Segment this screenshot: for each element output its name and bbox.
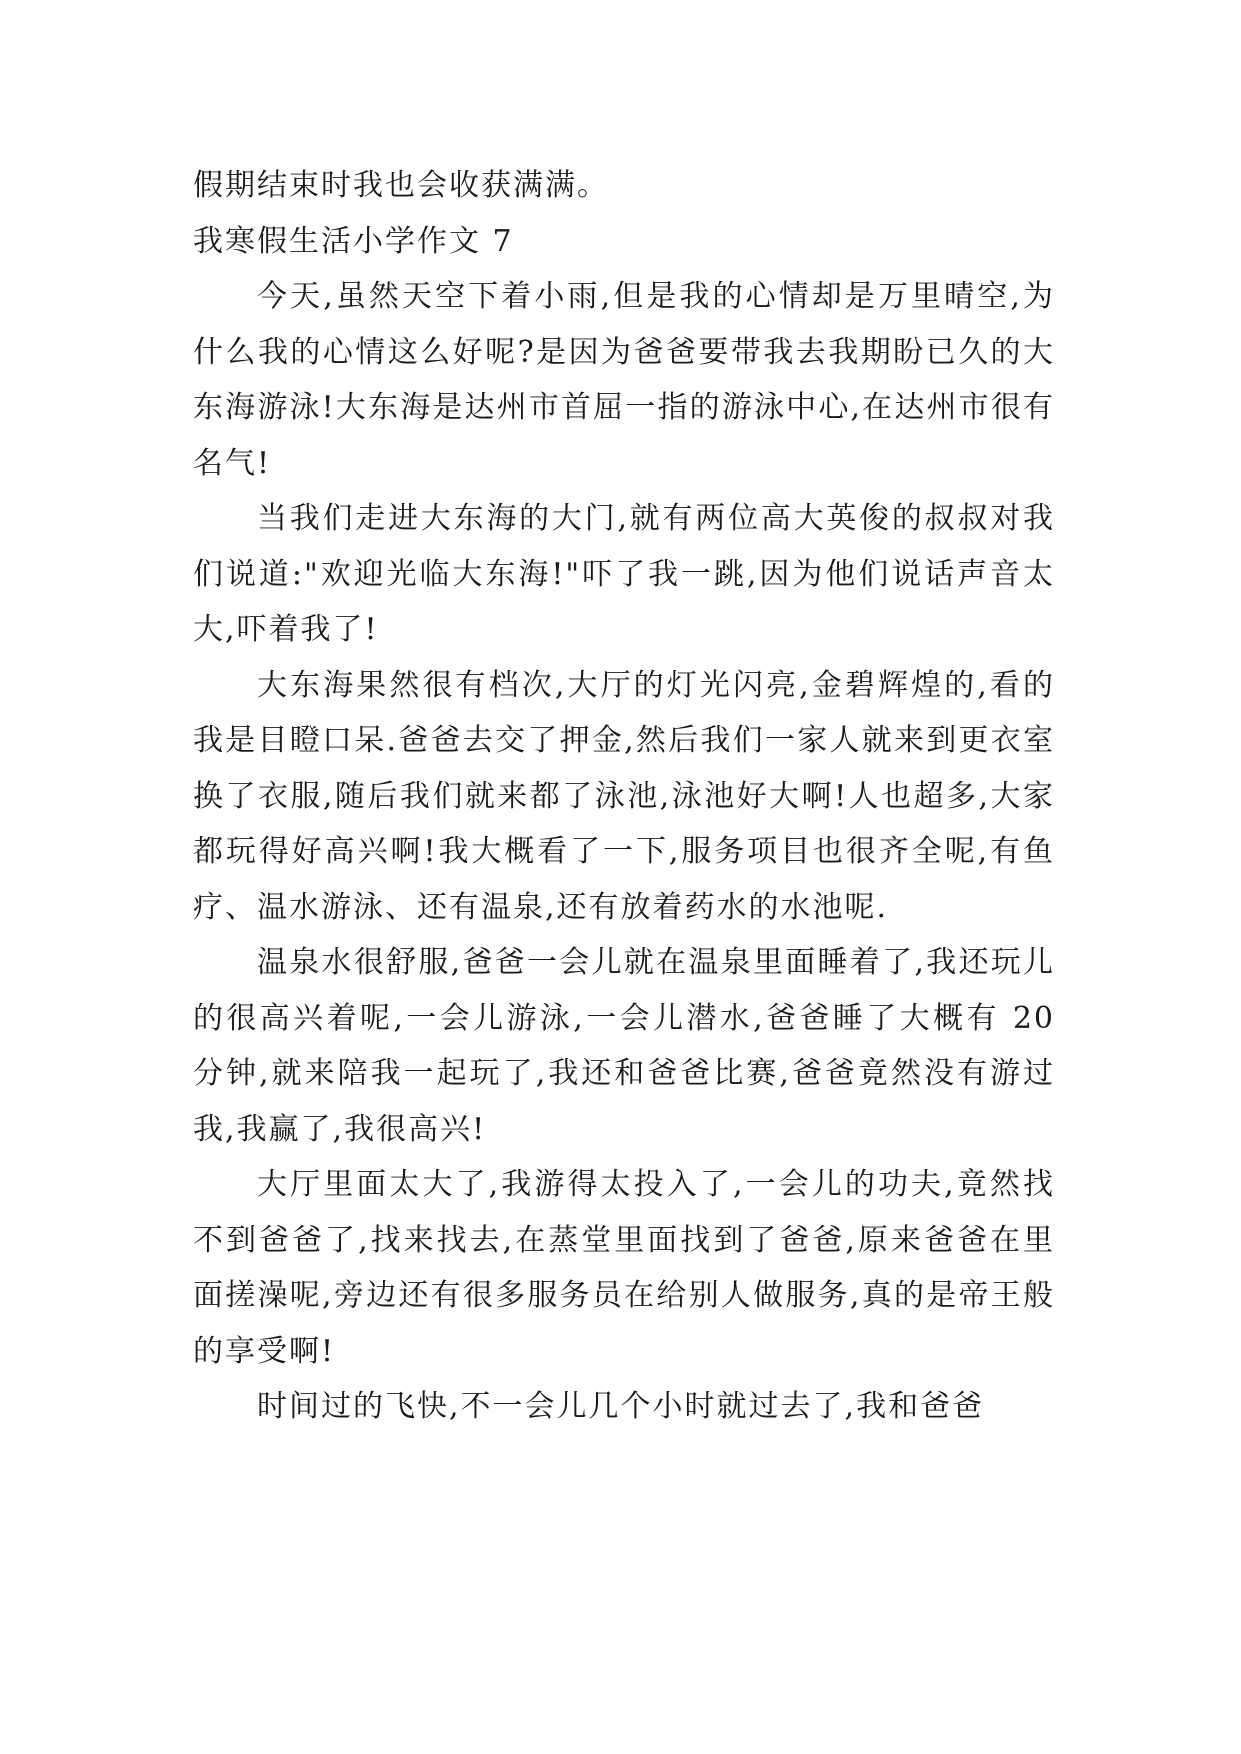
paragraph-2: 当我们走进大东海的大门,就有两位高大英俊的叔叔对我们说道:"欢迎光临大东海!"吓了我一跳,因为他们说话声音太大,吓着我了! (193, 501, 1055, 647)
paragraph-6: 时间过的飞快,不一会儿几个小时就过去了,我和爸爸 (257, 1389, 985, 1424)
continuation-text: 假期结束时我也会收获满满。 (193, 168, 609, 203)
paragraph-3: 大东海果然很有档次,大厅的灯光闪亮,金碧辉煌的,看的我是目瞪口呆.爸爸去交了押金,然后我们一家人就来到更衣室换了衣服,随后我们就来都了泳池,泳池好大啊!人也超多,大家都玩得好高兴啊!我大概看了一下,服务项目也很齐全呢,有鱼疗、温水游泳、还有温泉,还有放着药水的水池呢. (193, 667, 1055, 925)
document-body (193, 158, 1055, 1435)
paragraph-1: 今天,虽然天空下着小雨,但是我的心情却是万里晴空,为什么我的心情这么好呢?是因为爸爸要带我去我期盼已久的大东海游泳!大东海是达州市首屈一指的游泳中心,在达州市很有名气! (193, 279, 1055, 481)
essay-title: 我寒假生活小学作文 7 (193, 223, 514, 259)
paragraph-4: 温泉水很舒服,爸爸一会儿就在温泉里面睡着了,我还玩儿的很高兴着呢,一会儿游泳,一会儿潜水,爸爸睡了大概有 20 分钟,就来陪我一起玩了,我还和爸爸比赛,爸爸竟然没有游过我,我赢了,我很高兴! (193, 945, 1055, 1147)
paragraph-5: 大厅里面太大了,我游得太投入了,一会儿的功夫,竟然找不到爸爸了,找来找去,在蒸堂里面找到了爸爸,原来爸爸在里面搓澡呢,旁边还有很多服务员在给别人做服务,真的是帝王般的享受啊! (193, 1167, 1055, 1369)
